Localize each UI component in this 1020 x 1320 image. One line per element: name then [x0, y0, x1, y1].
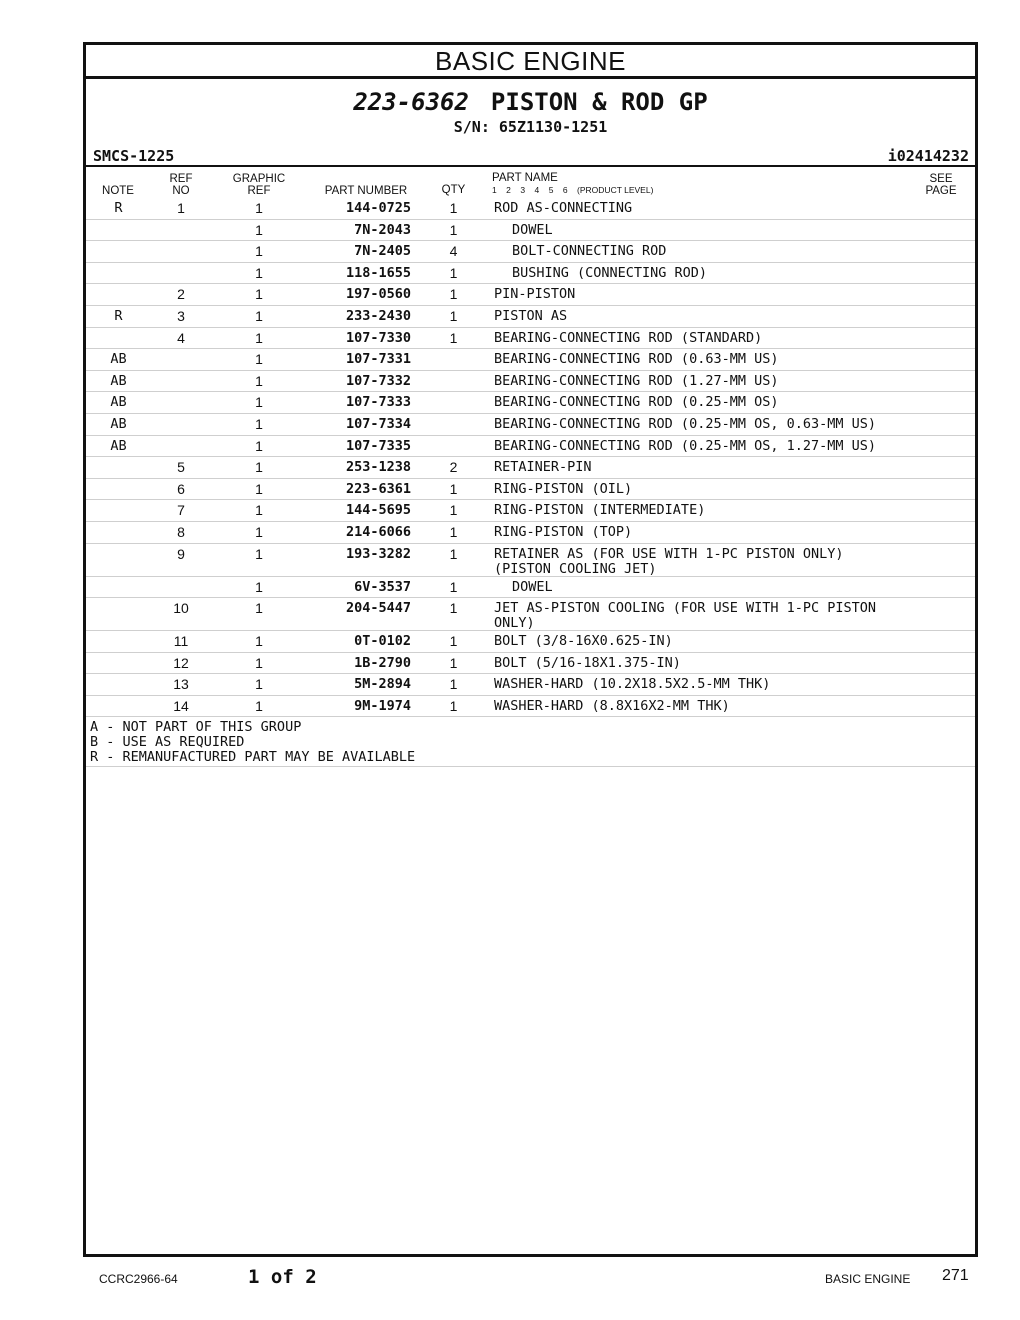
part-name-cell: BOLT (3/8-16X0.625-IN) — [494, 633, 673, 650]
graphic-ref-cell: 1 — [255, 351, 263, 368]
table-row — [86, 220, 975, 242]
graphic-ref-cell: 1 — [255, 697, 263, 714]
table-row — [86, 500, 975, 522]
smcs-code: SMCS-1225 — [93, 147, 175, 165]
qty-cell: 1 — [449, 654, 458, 671]
part-name-cell: BOLT (5/16-18X1.375-IN) — [494, 654, 681, 671]
header-see-top: SEE — [929, 173, 953, 185]
graphic-ref-cell: 1 — [255, 480, 263, 497]
part-number-cell: 214-6066 — [345, 523, 411, 540]
table-row — [86, 263, 975, 285]
part-number-cell: 5M-2894 — [354, 676, 411, 693]
qty-cell: 1 — [449, 502, 458, 519]
qty-cell: 1 — [449, 307, 458, 324]
part-number-cell: 233-2430 — [345, 307, 411, 324]
graphic-ref-cell: 1 — [255, 676, 263, 693]
graphic-ref-cell: 1 — [255, 578, 263, 595]
page-frame — [83, 42, 978, 1257]
note-cell: AB — [110, 372, 127, 389]
note-cell: AB — [110, 394, 127, 411]
part-number-cell: 118-1655 — [345, 264, 411, 281]
part-number-cell: 253-1238 — [345, 459, 411, 476]
header-see-bottom: PAGE — [925, 185, 957, 197]
table-row — [86, 414, 975, 436]
table-row — [86, 284, 975, 306]
part-name-cell: PIN-PISTON — [494, 286, 576, 303]
note-cell: AB — [110, 437, 127, 454]
part-number-cell: 0T-0102 — [354, 633, 411, 650]
footer-page-number: 271 — [942, 1267, 969, 1284]
ref-no-cell: 3 — [177, 307, 185, 324]
part-name-cell: BEARING-CONNECTING ROD (0.25-MM OS) — [494, 394, 779, 411]
ref-no-cell: 9 — [177, 545, 185, 562]
header-ref-bottom: NO — [172, 185, 190, 197]
serial-number: S/N: 65Z1130-1251 — [453, 118, 608, 136]
table-row — [86, 631, 975, 653]
part-number-cell: 6V-3537 — [354, 578, 411, 595]
ref-no-cell: 6 — [177, 480, 185, 497]
qty-cell: 1 — [449, 221, 458, 238]
qty-cell: 1 — [449, 600, 458, 617]
part-number-cell: 9M-1974 — [354, 697, 411, 714]
ref-no-cell: 1 — [177, 200, 185, 216]
part-name-cell: RING-PISTON (TOP) — [494, 523, 633, 540]
header-part-name: PART NAME — [492, 172, 558, 184]
group-number: 223-6362 — [353, 88, 469, 116]
table-row — [86, 544, 975, 577]
part-number-cell: 223-6361 — [345, 480, 411, 497]
header-graphic-top: GRAPHIC — [232, 173, 286, 185]
part-name-cell: RETAINER AS (FOR USE WITH 1-PC PISTON ONLY) (PISTON COOLING JET) — [494, 545, 844, 577]
part-name-cell: RETAINER-PIN — [494, 459, 592, 476]
note-line: R - REMANUFACTURED PART MAY BE AVAILABLE — [90, 748, 416, 765]
part-number-cell: 107-7335 — [345, 437, 411, 454]
graphic-ref-cell: 1 — [255, 459, 263, 476]
part-number-cell: 107-7330 — [345, 329, 411, 346]
group-name: PISTON & ROD GP — [490, 88, 708, 116]
part-number-cell: 107-7334 — [345, 415, 411, 432]
part-name-cell: RING-PISTON (OIL) — [494, 480, 633, 497]
qty-cell: 2 — [449, 459, 458, 476]
graphic-ref-cell: 1 — [255, 329, 263, 346]
parts-table — [86, 198, 975, 717]
graphic-ref-cell: 1 — [255, 372, 263, 389]
graphic-ref-cell: 1 — [255, 545, 263, 562]
part-number-cell: 107-7333 — [345, 394, 411, 411]
qty-cell: 1 — [449, 329, 458, 346]
ref-no-cell: 13 — [173, 676, 189, 693]
qty-cell: 1 — [449, 545, 458, 562]
qty-cell: 1 — [449, 697, 458, 714]
graphic-ref-cell: 1 — [255, 502, 263, 519]
illustration-id: i02414232 — [887, 147, 969, 165]
header-part-number: PART NUMBER — [324, 185, 408, 197]
graphic-ref-cell: 1 — [255, 394, 263, 411]
qty-cell: 1 — [449, 523, 458, 540]
note-line: B - USE AS REQUIRED — [90, 733, 245, 750]
part-name-cell: WASHER-HARD (8.8X16X2-MM THK) — [494, 697, 730, 714]
header-graphic-bottom: REF — [247, 185, 271, 197]
table-row — [86, 522, 975, 544]
ref-no-cell: 2 — [177, 286, 185, 303]
header-qty: QTY — [441, 184, 466, 196]
graphic-ref-cell: 1 — [255, 654, 263, 671]
ref-no-cell: 7 — [177, 502, 185, 519]
qty-cell: 1 — [449, 286, 458, 303]
ref-no-cell: 11 — [173, 633, 189, 650]
note-cell: AB — [110, 351, 127, 368]
part-number-cell: 144-0725 — [345, 200, 411, 216]
graphic-ref-cell: 1 — [255, 600, 263, 617]
qty-cell: 1 — [449, 200, 458, 216]
part-name-cell: PISTON AS — [494, 307, 568, 324]
table-row — [86, 306, 975, 328]
part-name-cell: ROD AS-CONNECTING — [494, 200, 633, 216]
qty-cell: 1 — [449, 676, 458, 693]
graphic-ref-cell: 1 — [255, 243, 263, 260]
footer-code: CCRC2966-64 — [99, 1272, 178, 1286]
ref-no-cell: 14 — [173, 697, 189, 714]
ref-no-cell: 10 — [173, 600, 189, 617]
graphic-ref-cell: 1 — [255, 221, 263, 238]
qty-cell: 1 — [449, 633, 458, 650]
part-name-cell: JET AS-PISTON COOLING (FOR USE WITH 1-PC PISTON ONLY) — [494, 600, 877, 632]
part-number-cell: 107-7332 — [345, 372, 411, 389]
footer-section: BASIC ENGINE — [825, 1272, 911, 1286]
table-row — [86, 457, 975, 479]
part-number-cell: 107-7331 — [345, 351, 411, 368]
notes-rule — [86, 766, 975, 767]
qty-cell: 1 — [449, 578, 458, 595]
graphic-ref-cell: 1 — [255, 415, 263, 432]
note-cell: AB — [110, 415, 127, 432]
table-row — [86, 577, 975, 599]
header-product-level: 1 2 3 4 5 6 (PRODUCT LEVEL) — [492, 185, 654, 195]
table-row — [86, 328, 975, 350]
part-name-cell: DOWEL — [512, 221, 553, 238]
table-row — [86, 653, 975, 675]
table-row — [86, 198, 975, 220]
header-rule — [86, 165, 975, 167]
part-number-cell: 204-5447 — [345, 600, 411, 617]
part-name-cell: WASHER-HARD (10.2X18.5X2.5-MM THK) — [494, 676, 771, 693]
footer-pages: 1 of 2 — [248, 1266, 317, 1288]
table-row — [86, 392, 975, 414]
note-cell: R — [114, 200, 123, 216]
ref-no-cell: 8 — [177, 523, 185, 540]
notes-legend — [90, 720, 415, 765]
part-name-cell: BOLT-CONNECTING ROD — [512, 243, 667, 260]
table-row — [86, 371, 975, 393]
table-row — [86, 349, 975, 371]
table-row — [86, 696, 975, 718]
graphic-ref-cell: 1 — [255, 307, 263, 324]
qty-cell: 1 — [449, 480, 458, 497]
qty-cell: 1 — [449, 264, 458, 281]
ref-no-cell: 5 — [177, 459, 185, 476]
header-ref-top: REF — [169, 173, 193, 185]
part-number-cell: 7N-2043 — [354, 221, 411, 238]
part-number-cell: 144-5695 — [345, 502, 411, 519]
graphic-ref-cell: 1 — [255, 633, 263, 650]
part-name-cell: RING-PISTON (INTERMEDIATE) — [494, 502, 706, 519]
graphic-ref-cell: 1 — [255, 437, 263, 454]
qty-cell: 4 — [449, 243, 458, 260]
part-name-cell: BEARING-CONNECTING ROD (0.25-MM OS, 1.27-MM US) — [494, 437, 877, 454]
part-name-cell: BUSHING (CONNECTING ROD) — [512, 264, 708, 281]
part-number-cell: 197-0560 — [345, 286, 411, 303]
part-name-cell: BEARING-CONNECTING ROD (STANDARD) — [494, 329, 763, 346]
group-title — [86, 88, 975, 116]
table-row — [86, 241, 975, 263]
header-note: NOTE — [102, 185, 134, 197]
table-row — [86, 598, 975, 631]
section-title: BASIC ENGINE — [86, 45, 975, 79]
part-name-cell: BEARING-CONNECTING ROD (0.25-MM OS, 0.63-MM US) — [494, 415, 877, 432]
graphic-ref-cell: 1 — [255, 264, 263, 281]
part-number-cell: 1B-2790 — [354, 654, 411, 671]
table-row — [86, 674, 975, 696]
part-number-cell: 193-3282 — [345, 545, 411, 562]
ref-no-cell: 4 — [177, 329, 185, 346]
graphic-ref-cell: 1 — [255, 523, 263, 540]
note-line: A - NOT PART OF THIS GROUP — [90, 718, 302, 735]
part-number-cell: 7N-2405 — [354, 243, 411, 260]
graphic-ref-cell: 1 — [255, 200, 263, 216]
note-cell: R — [114, 307, 123, 324]
graphic-ref-cell: 1 — [255, 286, 263, 303]
ref-no-cell: 12 — [173, 654, 189, 671]
part-name-cell: DOWEL — [512, 578, 553, 595]
part-name-cell: BEARING-CONNECTING ROD (0.63-MM US) — [494, 351, 779, 368]
table-row — [86, 479, 975, 501]
table-row — [86, 436, 975, 458]
part-name-cell: BEARING-CONNECTING ROD (1.27-MM US) — [494, 372, 779, 389]
